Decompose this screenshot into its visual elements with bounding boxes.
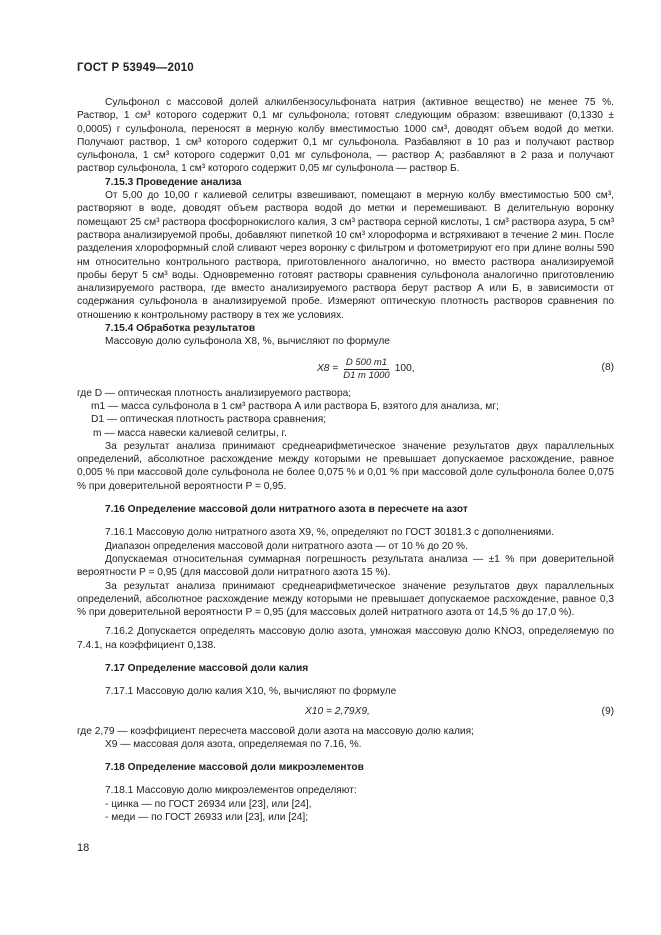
formula-fraction — [341, 357, 391, 382]
definitions — [77, 387, 614, 440]
formula-tail: 100, — [394, 363, 415, 375]
list-item: - меди — по ГОСТ 26933 или [23], или [24]; — [105, 812, 309, 824]
formula-denominator: D1 m 1000 — [343, 369, 390, 381]
formula-8 — [77, 351, 614, 385]
definition: D1 — оптическая плотность раствора сравнения; — [91, 414, 327, 426]
page-number: 18 — [77, 842, 90, 854]
formula-9 — [77, 703, 614, 721]
paragraph: Сульфонол с массовой долей алкилбензосульфоната натрия (активное вещество) не менее 75 %. Раствор, 1 см³ которого содержит 0,1 мг сульфонола; готовят следующим образом: взвешивают (0,1330 ± 0,0005) г сульфонола, переносят в мерную колбу вместимостью 1000 см³, доводят объем водой до метки. Получают раствор, 1 см³ которого содержит 0,1 мг сульфонола. Разбавляют в 10 раз и получают раствор сульфонола, 1 см³ которого содержит 0,01 мг сульфонола, — раствор А; разбавляют в 2 раза и получают раствор сульфонола, 1 см³ которого содержит 0,05 мг сульфонола — раствор Б. — [77, 97, 614, 175]
paragraph: Допускаемая относительная суммарная погрешность результата анализа — ±1 % при доверительной вероятности P = 0,95 (для массовой доли нитратного азота 15 %). — [77, 553, 614, 579]
paragraph: За результат анализа принимают среднеарифметическое значение результатов двух параллельных определений, абсолютное расхождение между которыми не превышает допускаемое расхождение, равное 0,005 % при массовой доле сульфонола не более 0,075 % и 0,01 % при массовой доле сульфонола более 0,075 % при доверительной вероятности P = 0,95. — [77, 440, 614, 492]
definition: где 2,79 — коэффициент пересчета массовой доли азота на массовую долю калия; — [77, 725, 474, 737]
subsection-heading: 7.15.4 Обработка результатов — [105, 323, 256, 335]
section-heading: 7.18 Определение массовой доли микроэлементов — [105, 762, 364, 774]
definition: где D — оптическая плотность анализируемого раствора; — [77, 387, 352, 399]
subsection-heading: 7.15.3 Проведение анализа — [105, 176, 242, 188]
paragraph: За результат анализа принимают среднеарифметическое значение результатов двух параллельных определений, абсолютное расхождение между которыми не превышает допускаемое расхождение, равное 0,3 % при доверительной вероятности P = 0,95 (для массовых долей нитратного азота от 14,5 % до 17,0 %). — [77, 580, 614, 619]
definition: m — масса навески калиевой селитры, г. — [93, 427, 287, 439]
paragraph: 7.16.1 Массовую долю нитратного азота X9, %, определяют по ГОСТ 30181.3 с дополнениями. — [105, 527, 555, 539]
section-heading: 7.16 Определение массовой доли нитратного азота в пересчете на азот — [105, 504, 468, 516]
formula-numerator: D 500 m1 — [345, 356, 388, 368]
paragraph: 7.16.2 Допускается определять массовую долю азота, умножая массовую долю KNO3, определяемую по 7.4.1, на коэффициент 0,138. — [77, 626, 614, 651]
paragraph: От 5,00 до 10,00 г калиевой селитры взвешивают, помещают в мерную колбу вместимостью 500 см³, растворяют в воде, доводят объем раствора водой до метки и перемешивают. В делительную воронку помещают 25 см³ раствора фосфорнокислого калия, 3 см³ раствора серной кислоты, 1 см³ раствора азура, 5 см³ раствора анализируемой пробы, добавляют пипеткой 10 см³ хлороформа и встряхивают в течение 2 мин. После разделения хлороформный слой сливают через воронку с фильтром и фотометрируют его при длине волны 590 нм относительно контрольного раствора, приготовленного аналогично, но вместо раствора анализируемой пробы берут 5 см³ воды. Одновременно готовят растворы сравнения сульфонола аналогично приготовлению анализируемого раствора, где вместо анализируемого раствора берут раствор А или Б, в зависимости от содержания сульфонола в анализируемой пробе. Измеряют оптическую плотность растворов сравнения по отношению к контрольному раствору в тех же условиях. — [77, 190, 614, 321]
list-item: - цинка — по ГОСТ 26934 или [23], или [24], — [105, 798, 312, 810]
formula-number: (8) — [601, 361, 614, 373]
paragraph: 7.17.1 Массовую долю калия X10, %, вычисляют по формуле — [105, 686, 397, 698]
document-body — [77, 96, 614, 824]
formula-expression: X10 = 2,79X9, — [305, 705, 370, 717]
formula-number: (9) — [601, 705, 614, 717]
paragraph: Диапазон определения массовой доли нитратного азота — от 10 % до 20 %. — [105, 540, 468, 552]
definition: m1 — масса сульфонола в 1 см³ раствора А или раствора Б, взятого для анализа, мг; — [91, 400, 499, 412]
page-header: ГОСТ Р 53949—2010 — [77, 62, 194, 74]
paragraph: Массовую долю сульфонола X8, %, вычисляют по формуле — [105, 336, 390, 348]
definition: X9 — массовая доля азота, определяемая по 7.16, %. — [105, 738, 362, 750]
formula-lhs: X8 = — [317, 363, 339, 375]
paragraph: 7.18.1 Массовую долю микроэлементов определяют: — [105, 785, 357, 797]
section-heading: 7.17 Определение массовой доли калия — [105, 662, 309, 674]
